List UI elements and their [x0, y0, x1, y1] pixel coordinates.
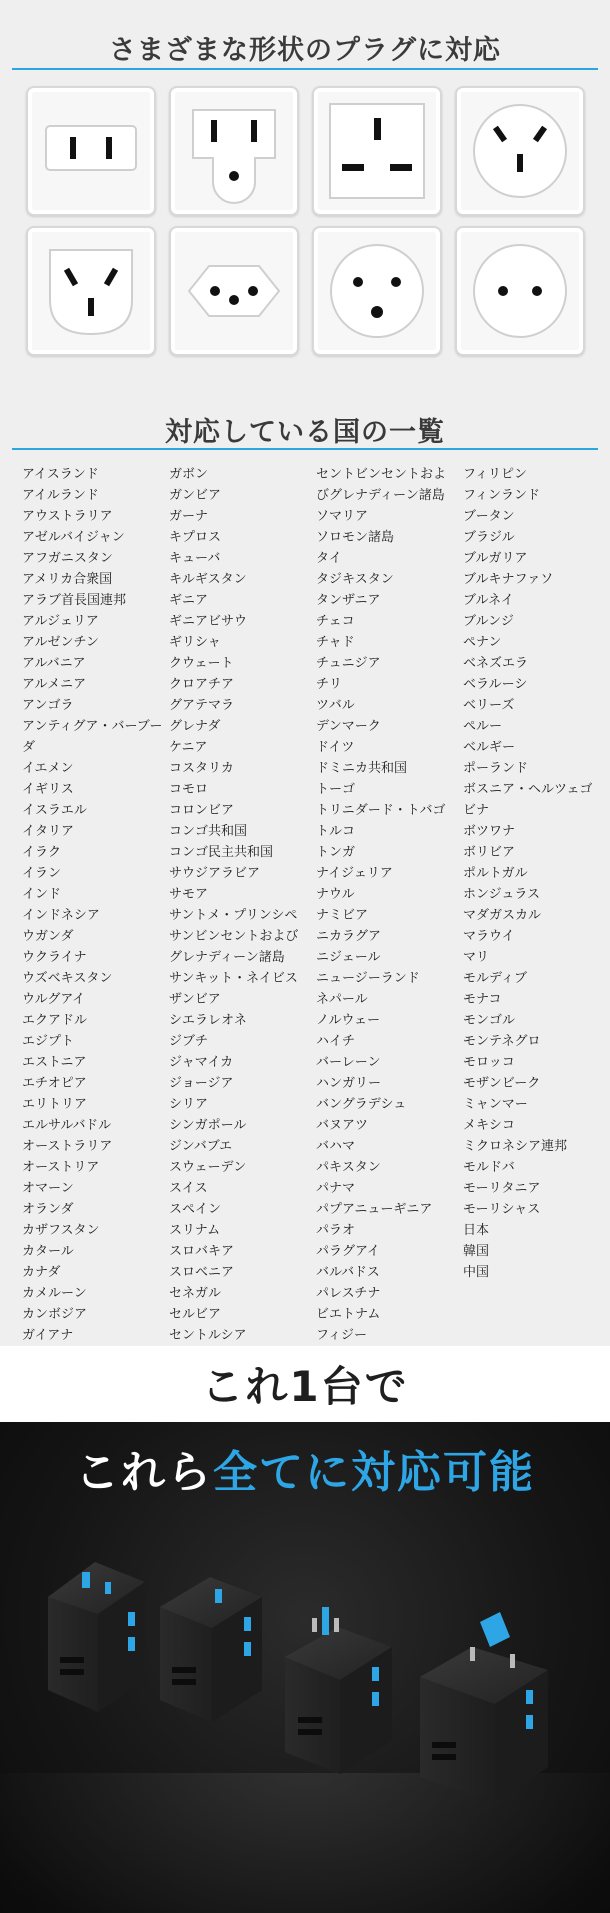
- country-item: セントビンセントおよ: [316, 467, 447, 482]
- country-item: モロッコ: [463, 1055, 515, 1070]
- country-item: クウェート: [169, 656, 234, 671]
- country-item: ベリーズ: [463, 698, 515, 713]
- country-item: モルディブ: [463, 971, 527, 986]
- country-item: モルドバ: [463, 1160, 515, 1175]
- country-item: ブルガリア: [463, 551, 528, 566]
- country-item: ペルー: [463, 719, 503, 734]
- country-item: ガーナ: [169, 509, 209, 524]
- country-item: モンゴル: [463, 1013, 516, 1028]
- country-item: シンガポール: [169, 1118, 247, 1133]
- country-item: トルコ: [316, 824, 356, 839]
- country-item: モンテネグロ: [463, 1034, 541, 1049]
- country-item: キルギスタン: [169, 572, 247, 587]
- country-item: ブルキナファソ: [463, 572, 554, 587]
- country-column: [316, 464, 463, 1346]
- country-item: ソロモン諸島: [316, 530, 395, 545]
- country-item: ビエトナム: [316, 1307, 381, 1322]
- country-item: グレナディーン諸島: [169, 950, 285, 965]
- country-item: アンゴラ: [22, 698, 74, 713]
- country-item: グレナダ: [169, 719, 221, 734]
- plug-socket-icon: [36, 236, 146, 346]
- country-item: アイスランド: [22, 467, 99, 482]
- country-item: トーゴ: [316, 782, 356, 797]
- country-item: マラウイ: [463, 929, 515, 944]
- country-item: メキシコ: [463, 1118, 515, 1133]
- country-item: イラク: [22, 845, 62, 860]
- country-item: バルバドス: [316, 1265, 380, 1280]
- country-item: キプロス: [169, 530, 222, 545]
- country-item: ミクロネシア連邦: [463, 1139, 568, 1154]
- country-item: シエラレオネ: [169, 1013, 247, 1028]
- country-item: ネパール: [316, 992, 368, 1007]
- country-item: ウガンダ: [22, 929, 74, 944]
- country-item: ドイツ: [316, 740, 355, 755]
- country-item: ジブチ: [169, 1034, 209, 1049]
- country-item: トリニダード・トバゴ: [316, 803, 446, 818]
- country-item: エルサルバドル: [22, 1118, 112, 1133]
- plug-socket-icon: [322, 236, 432, 346]
- country-item: 日本: [463, 1223, 490, 1238]
- country-item: ガボン: [169, 467, 209, 482]
- country-item: キューバ: [169, 551, 221, 566]
- country-item: セネガル: [169, 1286, 222, 1301]
- country-item: ボツワナ: [463, 824, 516, 839]
- country-column: [169, 464, 316, 1346]
- country-item: モーリシャス: [463, 1202, 541, 1217]
- country-item: アルジェリア: [22, 614, 99, 629]
- country-item: スロベニア: [169, 1265, 235, 1280]
- country-item: アイルランド: [22, 488, 99, 503]
- country-item: イラン: [22, 866, 62, 881]
- headline-blue-part: 全てに対応可能: [213, 1447, 535, 1498]
- country-item: バーレーン: [316, 1055, 381, 1070]
- country-item: ブータン: [463, 509, 515, 524]
- country-item: 中国: [463, 1265, 490, 1280]
- country-item: ガイアナ: [22, 1328, 74, 1343]
- country-item: ナミビア: [316, 908, 369, 923]
- country-item: チュニジア: [316, 656, 381, 671]
- country-item: スイス: [169, 1181, 208, 1196]
- country-item: ブルンジ: [463, 614, 514, 629]
- country-item: ボスニア・ヘルツェゴ: [463, 782, 593, 797]
- plugs-title: さまざまな形状のプラグに対応: [109, 35, 501, 66]
- country-item: アメリカ合衆国: [22, 572, 113, 587]
- country-item: インドネシア: [22, 908, 100, 923]
- country-item: ドミニカ共和国: [316, 761, 408, 776]
- plug-socket-icon: [465, 96, 575, 206]
- country-item: セルビア: [169, 1307, 222, 1322]
- country-item: イスラエル: [22, 803, 87, 818]
- plug-type-c: [455, 226, 585, 356]
- adapter-3: [285, 1607, 392, 1774]
- country-item: サンビンセントおよび: [169, 929, 299, 944]
- country-item: チリ: [316, 677, 343, 692]
- plug-socket-icon: [179, 96, 289, 206]
- country-item: ギリシャ: [169, 635, 221, 650]
- country-item: インド: [22, 887, 62, 902]
- country-item: コロンビア: [169, 803, 235, 818]
- country-list: [22, 464, 610, 1346]
- countries-title: 対応している国の一覧: [165, 417, 445, 448]
- country-item: グアテマラ: [169, 698, 235, 713]
- country-item: アゼルバイジャン: [22, 530, 125, 545]
- country-item: パラグアイ: [316, 1244, 380, 1259]
- country-item: イエメン: [22, 761, 74, 776]
- country-item: ポーランド: [463, 761, 529, 776]
- country-item: ペナン: [463, 635, 502, 650]
- country-item: ベネズエラ: [463, 656, 529, 671]
- plug-grid: [26, 86, 585, 356]
- country-item: チェコ: [316, 614, 355, 629]
- country-item: ウズベキスタン: [22, 971, 113, 986]
- country-item: サウジアラビア: [169, 866, 261, 881]
- plug-type-a: [26, 86, 156, 216]
- plug-type-o: [455, 86, 585, 216]
- country-item: フィジー: [316, 1328, 367, 1343]
- country-item: パラオ: [316, 1223, 356, 1238]
- country-item: コモロ: [169, 782, 209, 797]
- country-item: モーリタニア: [463, 1181, 541, 1196]
- country-item: カタール: [22, 1244, 74, 1259]
- country-item: マリ: [463, 950, 490, 965]
- country-item: エリトリア: [22, 1097, 88, 1112]
- country-item: エジプト: [22, 1034, 75, 1049]
- headline-white-part: これら: [75, 1447, 213, 1498]
- plug-socket-icon: [36, 96, 146, 206]
- country-item: トンガ: [316, 845, 356, 860]
- country-item: マダガスカル: [463, 908, 542, 923]
- country-item: サンキット・ネイビス: [169, 971, 298, 986]
- country-item: イタリア: [22, 824, 75, 839]
- plug-socket-icon: [179, 236, 289, 346]
- country-item: スリナム: [169, 1223, 221, 1238]
- country-item: ブルネイ: [463, 593, 514, 608]
- country-item: ニュージーランド: [316, 971, 420, 986]
- country-item: サモア: [169, 887, 209, 902]
- country-item: スロバキア: [169, 1244, 235, 1259]
- country-item: エストニア: [22, 1055, 87, 1070]
- country-item: 韓国: [463, 1244, 490, 1259]
- country-item: ニカラグア: [316, 929, 382, 944]
- country-item: ウルグアイ: [22, 992, 86, 1007]
- adapter-4: [420, 1612, 548, 1802]
- country-item: びグレナディーン諸島: [316, 488, 445, 503]
- country-item: ジンバブエ: [169, 1139, 233, 1154]
- country-item: ジャマイカ: [169, 1055, 234, 1070]
- country-item: ベラルーシ: [463, 677, 528, 692]
- country-item: タンザニア: [316, 593, 381, 608]
- countries-section: [0, 396, 610, 1346]
- plug-type-j: [169, 226, 299, 356]
- plug-socket-icon: [465, 236, 575, 346]
- country-item: スウェーデン: [169, 1160, 247, 1175]
- country-item: セントルシア: [169, 1328, 247, 1343]
- country-item: カナダ: [22, 1265, 61, 1280]
- country-item: オーストラリア: [22, 1139, 113, 1154]
- country-item: ミャンマー: [463, 1097, 528, 1112]
- plug-socket-icon: [322, 96, 432, 206]
- country-item: コスタリカ: [169, 761, 234, 776]
- plugs-section: [0, 0, 610, 396]
- country-item: アフガニスタン: [22, 551, 113, 566]
- country-item: ホンジュラス: [463, 887, 541, 902]
- country-item: ベルギー: [463, 740, 516, 755]
- country-item: オマーン: [22, 1181, 74, 1196]
- country-item: アルゼンチン: [22, 635, 99, 650]
- country-item: カザフスタン: [22, 1223, 100, 1238]
- country-item: ハンガリー: [316, 1076, 382, 1091]
- country-item: タイ: [316, 551, 342, 566]
- adapter-product-image: [0, 1422, 610, 1913]
- country-column: [22, 464, 169, 1346]
- country-item: バングラデシュ: [316, 1097, 407, 1112]
- country-item: オーストリア: [22, 1160, 100, 1175]
- country-item: ツバル: [316, 698, 355, 713]
- country-item: エチオピア: [22, 1076, 87, 1091]
- country-item: バハマ: [316, 1139, 356, 1154]
- country-item: スペイン: [169, 1202, 222, 1217]
- country-item: ケニア: [169, 740, 208, 755]
- country-item: アンティグア・バーブー: [22, 719, 163, 734]
- country-item: ブラジル: [463, 530, 515, 545]
- plug-type-i: [26, 226, 156, 356]
- country-item: ジョージア: [169, 1076, 234, 1091]
- country-item: パレスチナ: [316, 1286, 381, 1301]
- country-item: ナウル: [316, 887, 355, 902]
- plug-type-bf: [312, 86, 442, 216]
- country-item: パナマ: [316, 1181, 356, 1196]
- country-item: ガンビア: [169, 488, 222, 503]
- country-item: ハイチ: [316, 1034, 356, 1049]
- plug-type-e: [312, 226, 442, 356]
- country-item: シリア: [169, 1097, 209, 1112]
- country-item: ノルウェー: [316, 1013, 380, 1028]
- country-item: ダ: [22, 740, 36, 755]
- banner-headline: これ1台で: [201, 1362, 409, 1411]
- country-item: モナコ: [463, 992, 502, 1007]
- country-item: デンマーク: [316, 719, 381, 734]
- country-item: ギニアビサウ: [169, 614, 248, 629]
- country-item: ザンビア: [169, 992, 221, 1007]
- country-item: ビナ: [463, 803, 490, 818]
- country-item: フィンランド: [463, 488, 540, 503]
- country-item: アルバニア: [22, 656, 86, 671]
- country-item: フィリピン: [463, 467, 527, 482]
- country-item: クロアチア: [169, 677, 235, 692]
- country-item: ポルトガル: [463, 866, 528, 881]
- country-item: ニジェール: [316, 950, 381, 965]
- country-item: オランダ: [22, 1202, 74, 1217]
- title-divider: [12, 68, 598, 70]
- country-item: バヌアツ: [316, 1118, 369, 1133]
- plug-type-b: [169, 86, 299, 216]
- country-item: ソマリア: [316, 509, 369, 524]
- country-item: タジキスタン: [316, 572, 394, 587]
- country-item: ボリビア: [463, 845, 516, 860]
- adapter-2: [160, 1577, 262, 1722]
- country-item: モザンビーク: [463, 1076, 541, 1091]
- country-item: アウストラリア: [22, 509, 113, 524]
- country-item: コンゴ民主共和国: [169, 845, 274, 860]
- country-item: アラブ首長国連邦: [22, 593, 127, 608]
- country-item: サントメ・プリンシペ: [169, 908, 298, 923]
- country-item: カンボジア: [22, 1307, 88, 1322]
- country-item: チャド: [316, 635, 355, 650]
- country-item: コンゴ共和国: [169, 824, 248, 839]
- country-item: パキスタン: [316, 1160, 381, 1175]
- country-item: アルメニア: [22, 677, 87, 692]
- country-item: カメルーン: [22, 1286, 87, 1301]
- country-column: [463, 464, 610, 1346]
- country-item: パプアニューギニア: [316, 1202, 433, 1217]
- product-section: [0, 1422, 610, 1913]
- country-item: ウクライナ: [22, 950, 87, 965]
- country-item: ナイジェリア: [316, 866, 393, 881]
- country-item: エクアドル: [22, 1013, 88, 1028]
- adapter-1: [48, 1562, 145, 1712]
- country-item: ギニア: [169, 593, 209, 608]
- country-item: イギリス: [22, 782, 74, 797]
- banner-top: [0, 1346, 610, 1422]
